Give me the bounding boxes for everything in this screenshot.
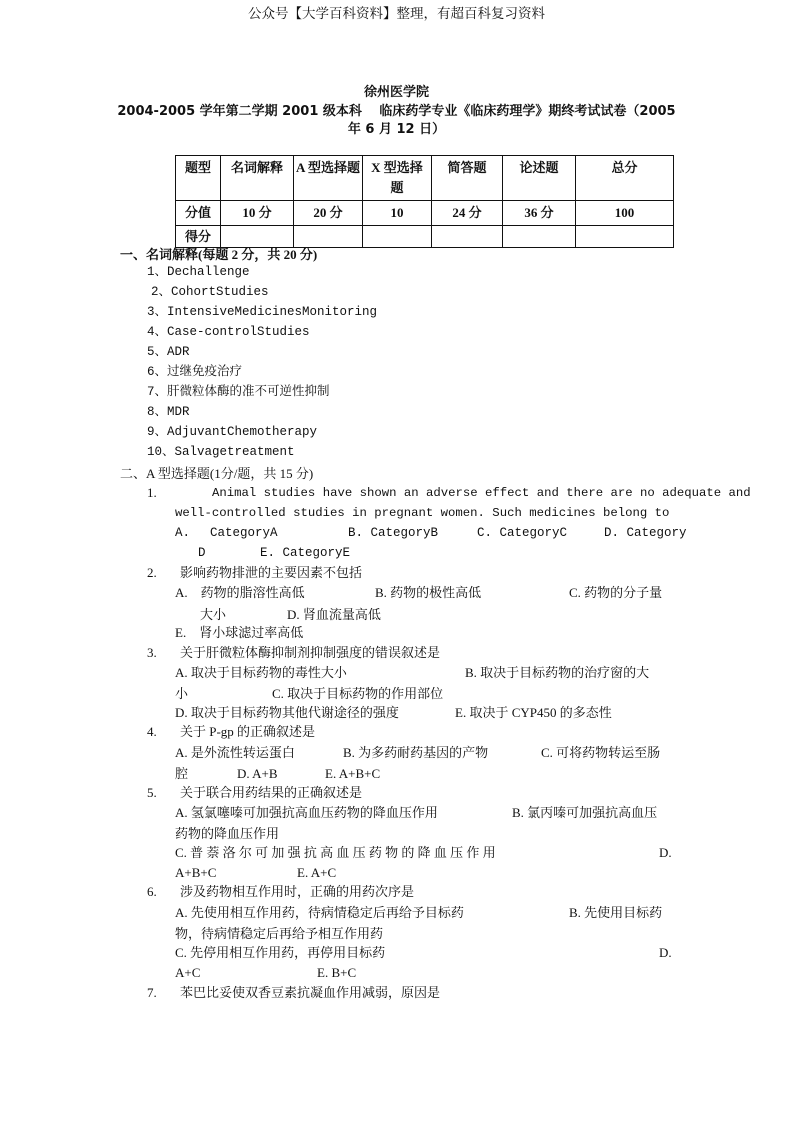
option-c: C. 普 萘 洛 尔 可 加 强 抗 高 血 压 药 物 的 降 血 压 作 用 (175, 845, 496, 860)
term-item: 5、ADR (147, 345, 190, 359)
option-e: E. 取决于 CYP450 的多态性 (455, 705, 612, 720)
question-stem: 关于联合用药结果的正确叙述是 (180, 785, 363, 800)
option-c: C. 取决于目标药物的作用部位 (272, 686, 444, 701)
question-stem: Animal studies have shown an adverse effect and there are no adequate and (212, 486, 751, 500)
option-b: B. 取决于目标药物的治疗窗的大 (465, 665, 650, 680)
score-cell[interactable] (363, 226, 432, 248)
value-cell: 10 分 (221, 201, 294, 226)
option-a: A. 是外流性转运蛋白 (175, 745, 295, 760)
question-number: 5. (147, 785, 157, 800)
option-e: E. A+C (297, 865, 337, 880)
score-cell[interactable] (221, 226, 294, 248)
row-label: 得分 (176, 226, 221, 248)
header-cell: A 型选择题 (294, 156, 363, 201)
option-b-cont: 物，待病情稳定后再给予相互作用药 (175, 926, 384, 941)
question-number: 4. (147, 724, 157, 739)
option-a: A. 药物的脂溶性高低 (175, 585, 305, 600)
option-b: B. CategoryB (348, 526, 439, 540)
question-number: 2. (147, 565, 157, 580)
question-stem: 关于肝微粒体酶抑制剂抑制强度的错误叙述是 (180, 645, 441, 660)
option-b: B. 为多药耐药基因的产物 (343, 745, 489, 760)
question-stem: 苯巴比妥使双香豆素抗凝血作用减弱，原因是 (180, 985, 441, 1000)
term-item: 8、MDR (147, 405, 190, 419)
option-a: A. 取决于目标药物的毒性大小 (175, 665, 347, 680)
option-d: D. 肾血流量高低 (287, 607, 381, 622)
option-c-cont: 腔 (175, 766, 189, 781)
row-label: 分值 (176, 201, 221, 226)
option-d-cont: D (198, 546, 206, 560)
value-cell: 36 分 (503, 201, 576, 226)
option-d: D. Category (604, 526, 687, 540)
term-item: 4、Case-controlStudies (147, 325, 310, 339)
option-d: D. 取决于目标药物其他代谢途径的强度 (175, 705, 399, 720)
score-cell[interactable] (432, 226, 503, 248)
option-e: E. CategoryE (260, 546, 351, 560)
option-d: D. (659, 845, 672, 860)
header-cell: 简答题 (432, 156, 503, 201)
term-item: 6、过继免疫治疗 (147, 365, 243, 379)
value-cell: 100 (576, 201, 674, 226)
option-e: E. 肾小球滤过率高低 (175, 625, 304, 640)
header-cell: 名词解释 (221, 156, 294, 201)
option-b: B. 药物的极性高低 (375, 585, 482, 600)
school-name: 徐州医学院 (363, 85, 429, 100)
option-c: C. 可将药物转运至肠 (541, 745, 661, 760)
option-a: A. CategoryA (175, 526, 278, 540)
header-cell: X 型选择题 (363, 156, 432, 201)
option-e: E. B+C (317, 965, 357, 980)
question-number: 6. (147, 884, 157, 899)
value-cell: 20 分 (294, 201, 363, 226)
term-item: 9、AdjuvantChemotherapy (147, 425, 318, 439)
score-cell[interactable] (294, 226, 363, 248)
question-stem: 涉及药物相互作用时，正确的用药次序是 (180, 884, 415, 899)
question-number: 7. (147, 985, 157, 1000)
header-cell: 题型 (176, 156, 221, 201)
exam-title-line2: 年 6 月 12 日） (347, 122, 446, 137)
option-d: D. A+B (237, 766, 278, 781)
question-stem: 影响药物排泄的主要因素不包括 (180, 565, 363, 580)
option-e: E. A+B+C (325, 766, 381, 781)
term-item: 3、IntensiveMedicinesMonitoring (147, 305, 378, 319)
option-a: A. 氢氯噻嗪可加强抗高血压药物的降血压作用 (175, 805, 438, 820)
term-item: 10、Salvagetreatment (147, 445, 295, 459)
question-number: 1. (147, 485, 157, 500)
option-c: C. 药物的分子量 (569, 585, 663, 600)
score-cell[interactable] (503, 226, 576, 248)
question-stem: well-controlled studies in pregnant women. Such medicines belong to (175, 506, 670, 520)
header-cell: 论述题 (503, 156, 576, 201)
value-cell: 10 (363, 201, 432, 226)
question-stem: 关于 P-gp 的正确叙述是 (180, 724, 316, 739)
score-cell[interactable] (576, 226, 674, 248)
option-c-cont: 大小 (200, 607, 227, 622)
term-item: 2、CohortStudies (151, 285, 269, 299)
option-d-cont: A+B+C (175, 865, 217, 880)
option-d-cont: A+C (175, 965, 201, 980)
header-cell: 总分 (576, 156, 674, 201)
option-c: C. 先停用相互作用药，再停用目标药 (175, 945, 386, 960)
option-b-cont: 药物的降血压作用 (175, 826, 280, 841)
score-table (175, 155, 674, 248)
option-a: A. 先使用相互作用药，待病情稳定后再给予目标药 (175, 905, 464, 920)
section1-title: 一、名词解释(每题 2 分，共 20 分) (120, 247, 318, 262)
option-c: C. CategoryC (477, 526, 568, 540)
question-number: 3. (147, 645, 157, 660)
option-d: D. (659, 945, 672, 960)
option-b: B. 先使用目标药 (569, 905, 663, 920)
exam-title-line1: 2004-2005 学年第二学期 2001 级本科 临床药学专业《临床药理学》期终考试试卷（2005 (117, 104, 676, 119)
section2-title: 二、A 型选择题(1分/题，共 15 分) (120, 466, 314, 481)
value-cell: 24 分 (432, 201, 503, 226)
option-b-cont: 小 (175, 686, 189, 701)
term-item: 7、肝微粒体酶的准不可逆性抑制 (147, 385, 330, 399)
header-note: 公众号【大学百科资料】整理，有超百科复习资料 (248, 6, 545, 21)
option-b: B. 氯丙嗪可加强抗高血压 (512, 805, 658, 820)
term-item: 1、Dechallenge (147, 265, 250, 279)
